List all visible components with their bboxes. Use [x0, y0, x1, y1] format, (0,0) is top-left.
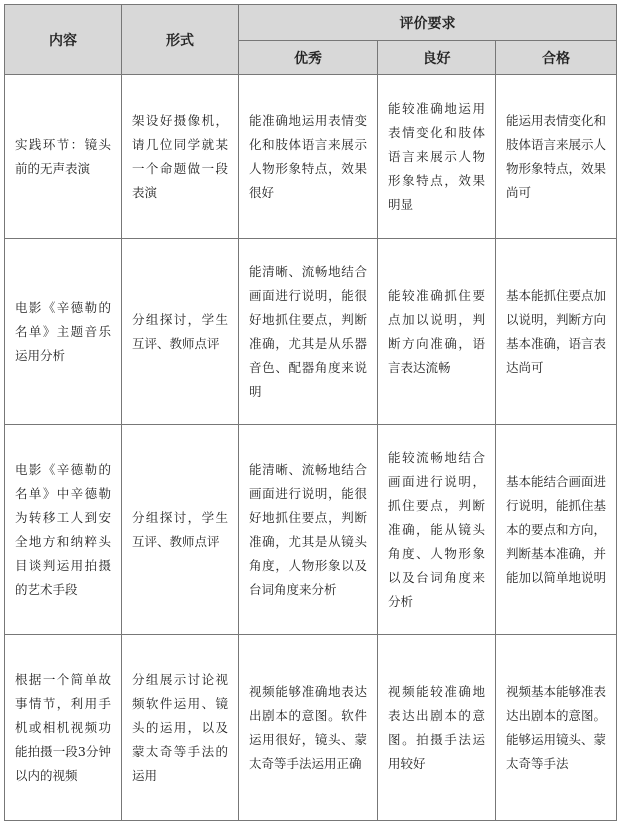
cell-content: 实践环节：镜头前的无声表演	[5, 75, 122, 239]
cell-form: 分组探讨，学生互评、教师点评	[122, 239, 239, 425]
table-row	[5, 239, 617, 425]
table-row	[5, 635, 617, 821]
header-level-pass: 合格	[496, 41, 617, 75]
cell-good: 能较准确地运用表情变化和肢体语言来展示人物形象特点，效果明显	[378, 75, 496, 239]
cell-content: 根据一个简单故事情节，利用手机或相机视频功能拍摄一段3分钟以内的视频	[5, 635, 122, 821]
table-row	[5, 75, 617, 239]
header-row-top	[5, 5, 617, 41]
evaluation-table	[4, 4, 617, 821]
table-row	[5, 425, 617, 635]
cell-content: 电影《辛德勒的名单》中辛德勒为转移工人到安全地方和纳粹头目谈判运用拍摄的艺术手段	[5, 425, 122, 635]
cell-good: 视频能较准确地表达出剧本的意图。拍摄手法运用较好	[378, 635, 496, 821]
header-level-excellent: 优秀	[239, 41, 378, 75]
cell-pass: 能运用表情变化和肢体语言来展示人物形象特点，效果尚可	[496, 75, 617, 239]
cell-form: 分组展示讨论视频软件运用、镜头的运用，以及蒙太奇等手法的运用	[122, 635, 239, 821]
cell-pass: 基本能结合画面进行说明，能抓住基本的要点和方向，判断基本准确，并能加以简单地说明	[496, 425, 617, 635]
cell-excellent: 能准确地运用表情变化和肢体语言来展示人物形象特点，效果很好	[239, 75, 378, 239]
cell-excellent: 视频能够准确地表达出剧本的意图。软件运用很好，镜头、蒙太奇等手法运用正确	[239, 635, 378, 821]
cell-content: 电影《辛德勒的名单》主题音乐运用分析	[5, 239, 122, 425]
cell-form: 架设好摄像机，请几位同学就某一个命题做一段表演	[122, 75, 239, 239]
cell-excellent: 能清晰、流畅地结合画面进行说明，能很好地抓住要点，判断准确，尤其是从乐器音色、配器角度来说明	[239, 239, 378, 425]
cell-pass: 基本能抓住要点加以说明，判断方向基本准确，语言表达尚可	[496, 239, 617, 425]
header-level-good: 良好	[378, 41, 496, 75]
header-requirements: 评价要求	[239, 5, 617, 41]
cell-pass: 视频基本能够准表达出剧本的意图。能够运用镜头、蒙太奇等手法	[496, 635, 617, 821]
cell-excellent: 能清晰、流畅地结合画面进行说明，能很好地抓住要点，判断准确，尤其是从镜头角度，人物形象以及台词角度来分析	[239, 425, 378, 635]
header-form: 形式	[122, 5, 239, 75]
header-content: 内容	[5, 5, 122, 75]
cell-good: 能较流畅地结合画面进行说明，抓住要点，判断准确，能从镜头角度、人物形象以及台词角度来分析	[378, 425, 496, 635]
cell-good: 能较准确抓住要点加以说明，判断方向准确，语言表达流畅	[378, 239, 496, 425]
cell-form: 分组探讨，学生互评、教师点评	[122, 425, 239, 635]
